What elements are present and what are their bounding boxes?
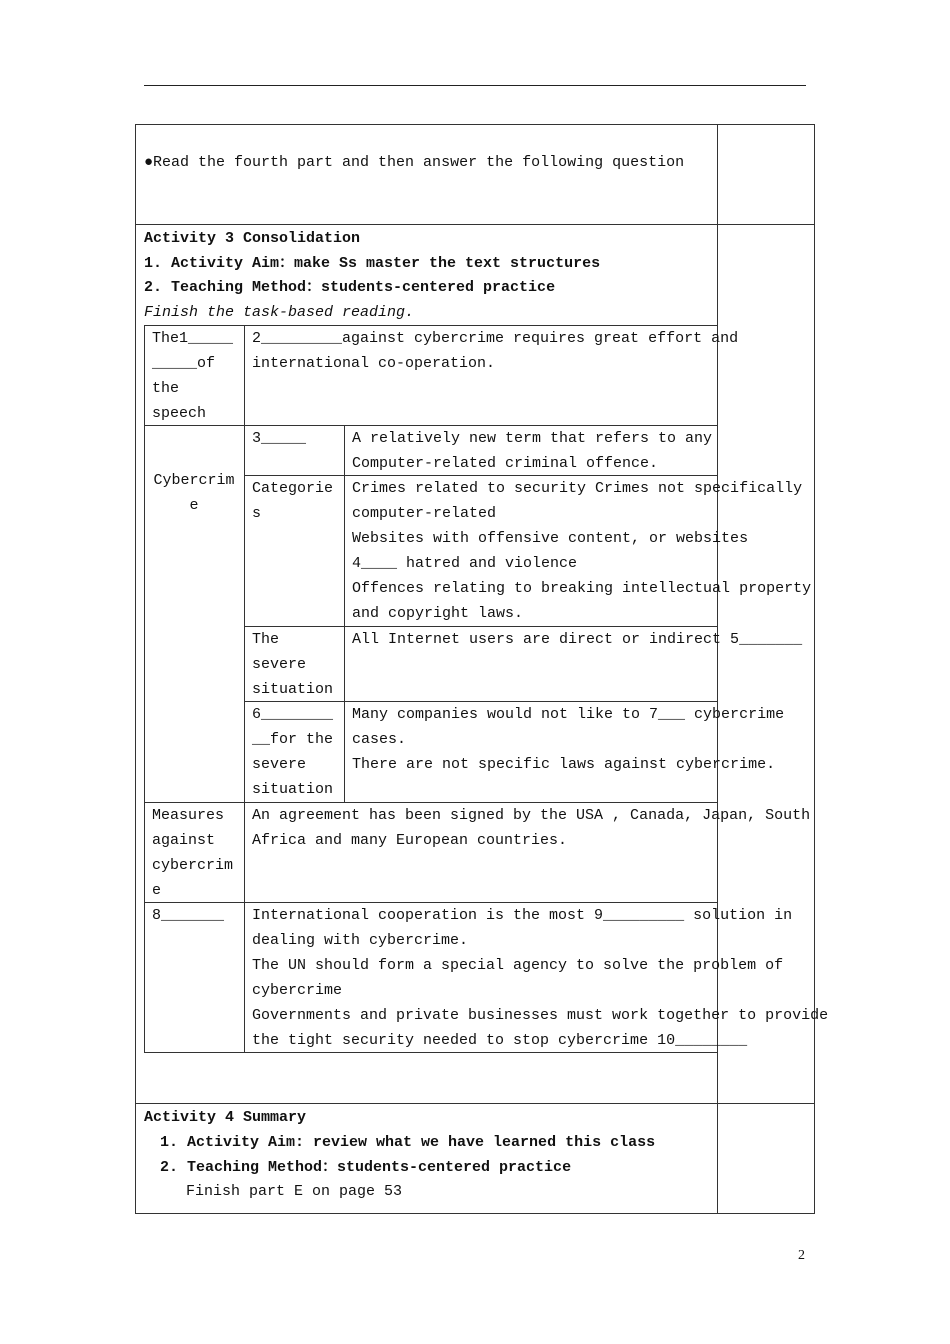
title-label-line: _____of xyxy=(152,355,216,372)
measures-content-line: An agreement has been signed by the USA , Canada, Japan, South xyxy=(252,807,811,824)
activity3-method: 2. Teaching Method：students-centered practice xyxy=(144,279,556,296)
activity3-instruction: Finish the task-based reading. xyxy=(144,304,415,321)
measures-content-line: Africa and many European countries. xyxy=(252,832,568,849)
cyber-sub-label-line: 6________ xyxy=(252,706,334,723)
row8-content-line: dealing with cybercrime. xyxy=(252,932,469,949)
measures-label-line: e xyxy=(152,882,162,899)
cyber-sub-label-line: severe xyxy=(252,756,307,773)
bullet-icon: ● xyxy=(144,154,154,171)
cybercrime-label-line: Cybercrim xyxy=(153,472,235,489)
title-content-line: 2_________against cybercrime requires great effort and xyxy=(252,330,739,347)
intro-text: Read the fourth part and then answer the following question xyxy=(153,154,685,171)
cyber-sub-content-line: 4____ hatred and violence xyxy=(352,555,578,572)
cyber-sub-content-line: and copyright laws. xyxy=(352,605,524,622)
cyber-sub-content-line: Websites with offensive content, or websites xyxy=(352,530,749,547)
title-label-line: The1_____ xyxy=(152,330,234,347)
activity4-instruction: Finish part E on page 53 xyxy=(186,1183,403,1200)
activity4-aim: 1. Activity Aim: review what we have learned this class xyxy=(160,1134,656,1151)
cyber-sub-label-line: The xyxy=(252,631,280,648)
title-label-line: the xyxy=(152,380,180,397)
cyber-sub-content-line: A relatively new term that refers to any xyxy=(352,430,713,447)
activity3-aim: 1. Activity Aim：make Ss master the text structures xyxy=(144,255,601,272)
row8-content-line: Governments and private businesses must work together to provide xyxy=(252,1007,829,1024)
page-number: 2 xyxy=(798,1248,805,1263)
cyber-sub-content-line: Computer-related criminal offence. xyxy=(352,455,659,472)
cyber-sub-content-line: cases. xyxy=(352,731,407,748)
intro-line xyxy=(144,150,684,175)
cyber-sub-label-line: s xyxy=(252,505,262,522)
cyber-sub-label-line: situation xyxy=(252,781,334,798)
title-label-line: speech xyxy=(152,405,207,422)
cyber-sub-label-line: situation xyxy=(252,681,334,698)
cyber-sub-content-line: Many companies would not like to 7___ cybercrime xyxy=(352,706,785,723)
cyber-sub-content-line: Crimes related to security Crimes not specifically xyxy=(352,480,803,497)
row8-content-line: The UN should form a special agency to solve the problem of xyxy=(252,957,784,974)
header-rule xyxy=(144,85,806,86)
activity3-title: Activity 3 Consolidation xyxy=(144,230,361,247)
cyber-sub-content-line: All Internet users are direct or indirect 5_______ xyxy=(352,631,803,648)
activity4-title: Activity 4 Summary xyxy=(144,1109,307,1126)
cyber-sub-label-line: 3_____ xyxy=(252,430,307,447)
cyber-sub-label-line: severe xyxy=(252,656,307,673)
row8-label-line: 8_______ xyxy=(152,907,225,924)
row-divider-2 xyxy=(135,1103,815,1104)
cyber-sub-content-line: There are not specific laws against cybercrime. xyxy=(352,756,776,773)
title-content-line: international co-operation. xyxy=(252,355,496,372)
measures-label-line: Measures xyxy=(152,807,225,824)
row8-content-line: the tight security needed to stop cybercrime 10________ xyxy=(252,1032,748,1049)
cybercrime-label-line: e xyxy=(189,497,199,514)
measures-label-line: cybercrim xyxy=(152,857,234,874)
cyber-sub-content-line: computer-related xyxy=(352,505,497,522)
activity4-method: 2. Teaching Method：students-centered practice xyxy=(160,1159,572,1176)
measures-label-line: against xyxy=(152,832,216,849)
row8-content-line: International cooperation is the most 9_________ solution in xyxy=(252,907,793,924)
row-divider-1 xyxy=(135,224,815,225)
row8-content-line: cybercrime xyxy=(252,982,343,999)
cyber-sub-content-line: Offences relating to breaking intellectual property xyxy=(352,580,812,597)
cyber-sub-label-line: __for the xyxy=(252,731,334,748)
cyber-sub-label-line: Categorie xyxy=(252,480,334,497)
